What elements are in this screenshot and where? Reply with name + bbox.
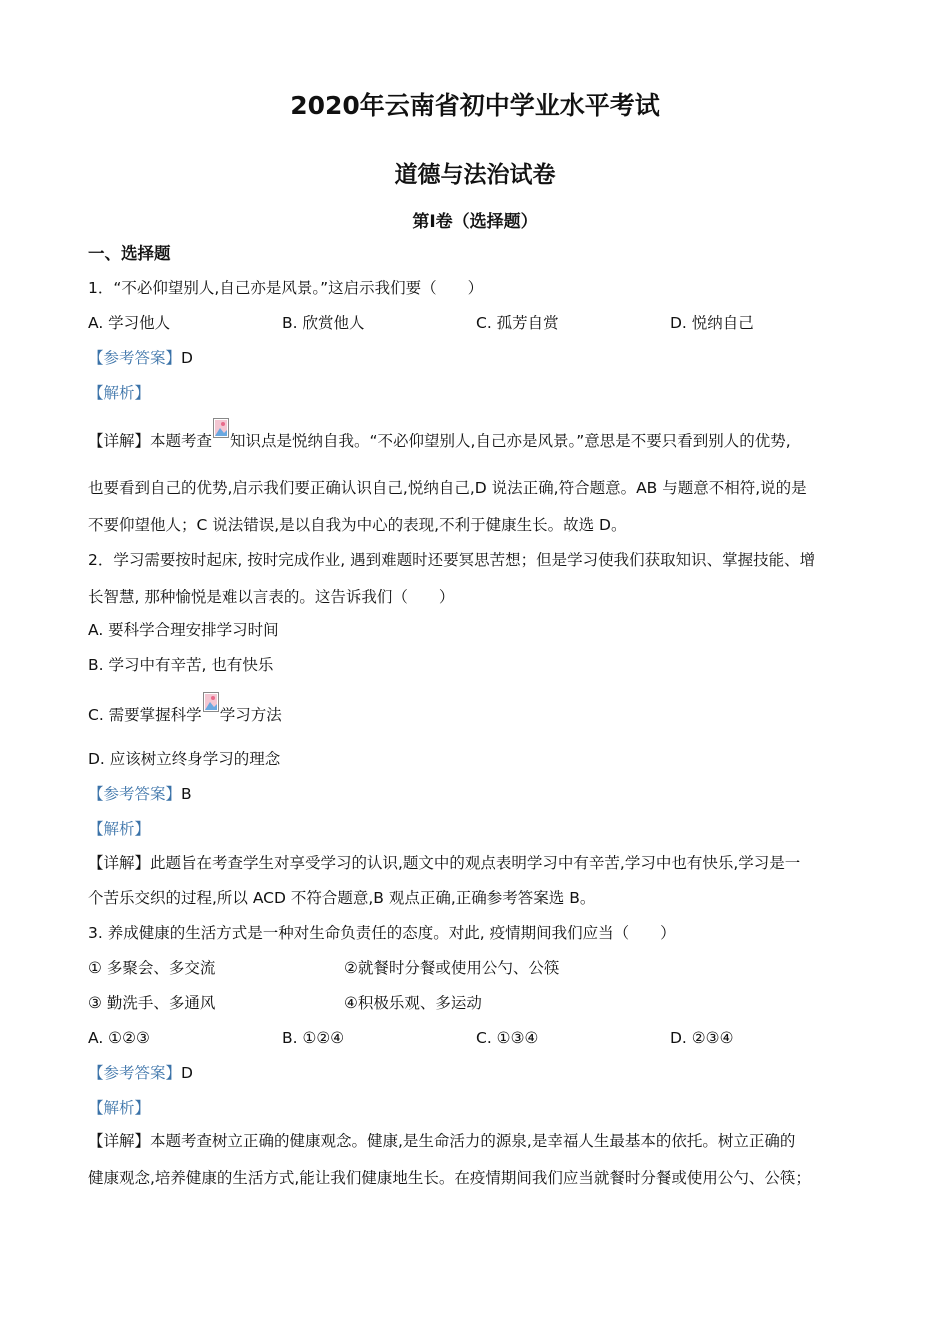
- q1-detail-line-2: 也要看到自己的优势,启示我们要正确认识自己,悦纳自己,D 说法正确,符合题意。AB 与题意不相符,说的是: [88, 479, 807, 497]
- q3-item-4: ④积极乐观、多运动: [344, 994, 482, 1012]
- q1-option-a: A. 学习他人: [88, 314, 171, 332]
- q2-option-a: A. 要科学合理安排学习时间: [88, 621, 279, 639]
- q3-answer: [88, 1063, 193, 1083]
- q1-option-c: C. 孤芳自赏: [476, 314, 559, 332]
- q3-item-1: ① 多聚会、多交流: [88, 959, 216, 977]
- q3-option-c: C. ①③④: [476, 1029, 539, 1047]
- q3-option-a: A. ①②③: [88, 1029, 150, 1047]
- q1-detail-line-1: [88, 428, 791, 451]
- q3-detail-line-2: 健康观念,培养健康的生活方式,能让我们健康地生长。在疫情期间我们应当就餐时分餐或使用公勺、公筷；: [88, 1169, 811, 1187]
- q2-detail-line-2: 个苦乐交织的过程,所以 ACD 不符合题意,B 观点正确,正确参考答案选 B。: [88, 889, 596, 907]
- section-heading: 第Ⅰ卷（选择题）: [412, 212, 538, 232]
- broken-image-icon: [213, 418, 229, 438]
- q1-detail-end: 知识点是悦纳自我。“不必仰望别人,自己亦是风景。”意思是不要只看到别人的优势,: [230, 432, 791, 450]
- q1-option-d: D. 悦纳自己: [670, 314, 754, 332]
- q2-answer: [88, 784, 192, 804]
- q1-answer: [88, 348, 193, 368]
- q2-stem-line-2: 长智慧, 那种愉悦是难以言表的。这告诉我们（ ）: [88, 588, 455, 606]
- broken-image-icon: [203, 692, 219, 712]
- exam-subtitle: 道德与法治试卷: [394, 162, 556, 188]
- answer-label: 【参考答案】: [88, 1064, 182, 1082]
- q1-stem: 1．“不必仰望别人,自己亦是风景。”这启示我们要（ ）: [88, 279, 484, 297]
- q2-option-c: [88, 702, 282, 725]
- answer-label: 【参考答案】: [88, 349, 182, 367]
- q3-option-d: D. ②③④: [670, 1029, 734, 1047]
- answer-value: B: [181, 785, 192, 803]
- q2-detail-line-1: 【详解】此题旨在考查学生对享受学习的认识,题文中的观点表明学习中有辛苦,学习中也有快乐,学习是一: [88, 854, 801, 872]
- part-heading: 一、选择题: [88, 244, 171, 263]
- q3-item-2: ②就餐时分餐或使用公勺、公筷: [344, 959, 560, 977]
- q2-option-c-end: 学习方法: [219, 706, 282, 724]
- q1-analysis-label: 【解析】: [88, 384, 151, 402]
- q3-analysis-label: 【解析】: [88, 1099, 151, 1117]
- q1-detail-line-3: 不要仰望他人；C 说法错误,是以自我为中心的表现,不利于健康生长。故选 D。: [88, 516, 627, 534]
- q2-option-c-start: C. 需要掌握科学: [88, 706, 202, 724]
- q2-analysis-label: 【解析】: [88, 820, 151, 838]
- q3-option-b: B. ①②④: [282, 1029, 345, 1047]
- q1-option-b: B. 欣赏他人: [282, 314, 365, 332]
- q2-option-d: D. 应该树立终身学习的理念: [88, 750, 281, 768]
- q2-stem-line-1: 2．学习需要按时起床, 按时完成作业, 遇到难题时还要冥思苦想；但是学习使我们获取知识、掌握技能、增: [88, 551, 816, 569]
- q3-stem: 3. 养成健康的生活方式是一种对生命负责任的态度。对此, 疫情期间我们应当（ ）: [88, 924, 676, 942]
- answer-label: 【参考答案】: [88, 785, 182, 803]
- exam-title: 2020年云南省初中学业水平考试: [290, 91, 660, 120]
- q3-item-3: ③ 勤洗手、多通风: [88, 994, 216, 1012]
- q3-detail-line-1: 【详解】本题考查树立正确的健康观念。健康,是生命活力的源泉,是幸福人生最基本的依托。树立正确的: [88, 1132, 796, 1150]
- q1-detail-start: 【详解】本题考查: [88, 432, 213, 450]
- q2-option-b: B. 学习中有辛苦, 也有快乐: [88, 656, 274, 674]
- answer-value: D: [181, 1064, 193, 1082]
- answer-value: D: [181, 349, 193, 367]
